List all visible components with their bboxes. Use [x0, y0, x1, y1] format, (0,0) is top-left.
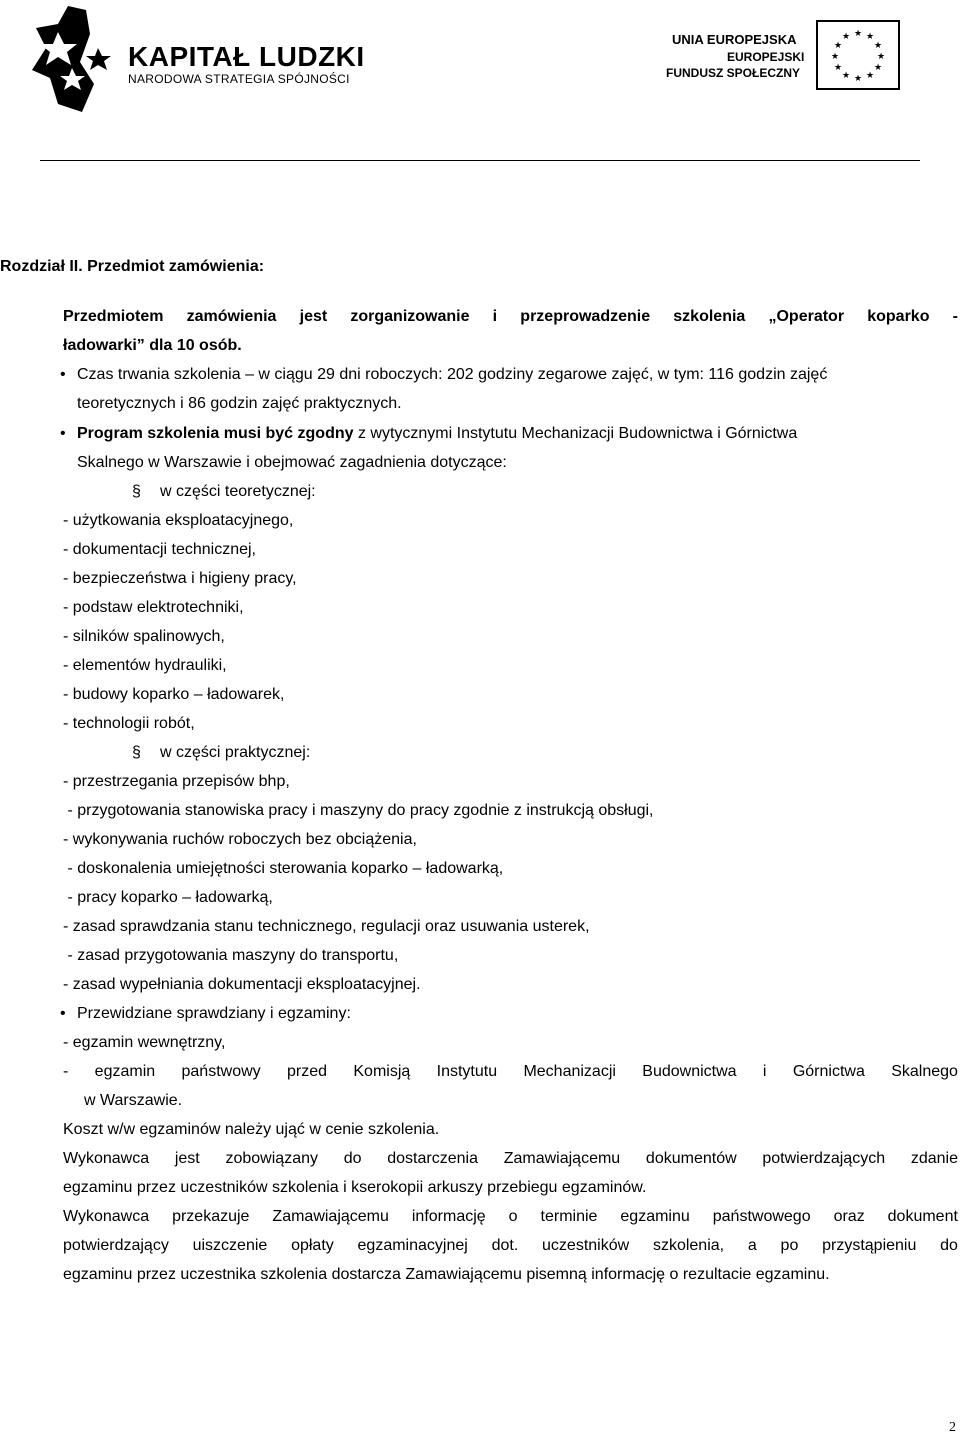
svg-text:★: ★ — [876, 52, 886, 62]
word: „Operator — [768, 308, 845, 325]
word: państwowy — [181, 1063, 261, 1080]
word: zorganizowanie — [350, 308, 470, 325]
word: do — [940, 1237, 958, 1254]
word: do — [343, 1150, 362, 1167]
para1-line-1 — [63, 1149, 958, 1169]
svg-text:★: ★ — [841, 32, 851, 42]
word: przekazuje — [172, 1208, 250, 1225]
exam-item-2-line-1 — [63, 1062, 958, 1082]
header-divider — [40, 160, 920, 161]
eu-logo-line3: FUNDUSZ SPOŁECZNY — [666, 66, 801, 80]
word: potwierdzających — [762, 1150, 886, 1167]
word: przystąpieniu — [822, 1237, 917, 1254]
word: zamówienia — [186, 308, 277, 325]
word: Wykonawca — [63, 1150, 150, 1167]
para2-line-2 — [63, 1236, 958, 1256]
practice-heading: w części praktycznej: — [160, 744, 311, 761]
word: dokumentów — [645, 1150, 737, 1167]
word: szkolenia — [673, 308, 746, 325]
word: - — [952, 308, 958, 325]
word: koparko — [867, 308, 930, 325]
word: dokument — [887, 1208, 958, 1225]
list-item: - zasad przygotowania maszyny do transportu, — [63, 947, 399, 964]
word: i — [492, 308, 498, 325]
word: dostarczenia — [387, 1150, 478, 1167]
word: przeprowadzenie — [520, 308, 651, 325]
list-item: - egzamin wewnętrzny, — [63, 1034, 226, 1051]
program-rest: z wytycznymi Instytutu Mechanizacji Budownictwa i Górnictwa — [353, 425, 798, 442]
svg-text:★: ★ — [833, 63, 843, 73]
word: potwierdzający — [63, 1237, 169, 1254]
word: Przedmiotem — [63, 308, 164, 325]
word: zobowiązany — [225, 1150, 318, 1167]
word: państwowego — [712, 1208, 811, 1225]
word: - — [63, 1063, 69, 1080]
svg-text:★: ★ — [865, 32, 875, 42]
word: terminie — [540, 1208, 598, 1225]
list-item: - podstaw elektrotechniki, — [63, 599, 244, 616]
list-item: - budowy koparko – ładowarek, — [63, 686, 285, 703]
kapital-ludzki-logo — [28, 4, 118, 114]
list-item: - elementów hydrauliki, — [63, 657, 227, 674]
bullet-icon: • — [60, 425, 66, 442]
intro-line-2: ładowarki” dla 10 osób. — [63, 337, 242, 354]
list-item: - przestrzegania przepisów bhp, — [63, 773, 290, 790]
program-line-1 — [77, 424, 797, 444]
word: dot. — [491, 1237, 519, 1254]
word: po — [780, 1237, 799, 1254]
word: Zamawiającemu — [272, 1208, 389, 1225]
duration-line-1: Czas trwania szkolenia – w ciągu 29 dni roboczych: 202 godziny zegarowe zajęć, w tym: 116 godzin zajęć — [77, 366, 828, 383]
exam-item-2-line-2: w Warszawie. — [84, 1092, 183, 1109]
exams-bullet: Przewidziane sprawdziany i egzaminy: — [77, 1005, 351, 1022]
word: o — [508, 1208, 518, 1225]
eu-logo-line1: UNIA EUROPEJSKA — [672, 32, 797, 47]
bullet-icon: • — [60, 366, 66, 383]
kapital-ludzki-emblem-icon — [28, 4, 118, 114]
word: Zamawiającemu — [503, 1150, 621, 1167]
list-item: - zasad sprawdzania stanu technicznego, regulacji oraz usuwania usterek, — [63, 918, 590, 935]
svg-text:★: ★ — [873, 63, 883, 73]
para2-line-1 — [63, 1207, 958, 1227]
kapital-ludzki-subtitle: NARODOWA STRATEGIA SPÓJNOŚCI — [128, 72, 350, 86]
program-bold: Program szkolenia musi być zgodny — [77, 425, 354, 442]
word: jest — [174, 1150, 200, 1167]
word: informację — [411, 1208, 486, 1225]
word: i — [762, 1063, 767, 1080]
cost-note: Koszt w/w egzaminów należy ująć w cenie szkolenia. — [63, 1121, 440, 1138]
word: oraz — [833, 1208, 865, 1225]
svg-text:★: ★ — [833, 41, 843, 51]
word: jest — [299, 308, 328, 325]
svg-text:★: ★ — [853, 29, 863, 39]
eu-logo-line2: EUROPEJSKI — [727, 50, 805, 64]
list-item: - użytkowania eksploatacyjnego, — [63, 512, 294, 529]
word: zdanie — [910, 1150, 958, 1167]
list-item: - zasad wypełniania dokumentacji eksploatacyjnej. — [63, 976, 421, 993]
word: Wykonawca — [63, 1208, 150, 1225]
word: a — [747, 1237, 757, 1254]
list-item: - pracy koparko – ładowarką, — [63, 889, 273, 906]
word: Instytutu — [436, 1063, 498, 1080]
duration-line-2: teoretycznych i 86 godzin zajęć praktycznych. — [77, 395, 402, 412]
word: przed — [287, 1063, 328, 1080]
list-item: - wykonywania ruchów roboczych bez obciążenia, — [63, 831, 417, 848]
para1-line-2: egzaminu przez uczestników szkolenia i kserokopii arkuszy przebiegu egzaminów. — [63, 1179, 647, 1196]
section-sign-icon: § — [132, 744, 141, 761]
list-item: - technologii robót, — [63, 715, 195, 732]
page-number: 2 — [949, 1420, 956, 1435]
word: uiszczenie — [192, 1237, 268, 1254]
svg-text:★: ★ — [873, 41, 883, 51]
word: Komisją — [353, 1063, 411, 1080]
word: egzamin — [94, 1063, 156, 1080]
para2-line-3: egzaminu przez uczestnika szkolenia dostarcza Zamawiającemu pisemną informację o rezultacie egzaminu. — [63, 1266, 830, 1283]
list-item: - bezpieczeństwa i higieny pracy, — [63, 570, 297, 587]
word: Górnictwa — [792, 1063, 865, 1080]
svg-text:★: ★ — [865, 71, 875, 81]
word: szkolenia, — [652, 1237, 725, 1254]
program-line-2: Skalnego w Warszawie i obejmować zagadnienia dotyczące: — [77, 454, 507, 471]
bullet-icon: • — [60, 1005, 66, 1022]
eu-flag-icon — [816, 20, 900, 90]
list-item: - przygotowania stanowiska pracy i maszyny do pracy zgodnie z instrukcją obsługi, — [63, 802, 654, 819]
svg-text:★: ★ — [841, 71, 851, 81]
word: egzaminu — [620, 1208, 690, 1225]
word: Skalnego — [891, 1063, 958, 1080]
chapter-title: Rozdział II. Przedmiot zamówienia: — [0, 258, 265, 275]
word: opłaty — [291, 1237, 334, 1254]
svg-text:★: ★ — [853, 74, 863, 84]
theory-heading: w części teoretycznej: — [160, 483, 316, 500]
list-item: - dokumentacji technicznej, — [63, 541, 256, 558]
word: egzaminacyjnej — [357, 1237, 468, 1254]
list-item: - doskonalenia umiejętności sterowania koparko – ładowarką, — [63, 860, 504, 877]
section-sign-icon: § — [132, 483, 141, 500]
svg-text:★: ★ — [830, 52, 840, 62]
word: uczestników — [542, 1237, 630, 1254]
kapital-ludzki-title: KAPITAŁ LUDZKI — [128, 41, 365, 72]
word: Mechanizacji — [523, 1063, 616, 1080]
list-item: - silników spalinowych, — [63, 628, 225, 645]
intro-line-1 — [63, 307, 958, 327]
word: Budownictwa — [642, 1063, 737, 1080]
